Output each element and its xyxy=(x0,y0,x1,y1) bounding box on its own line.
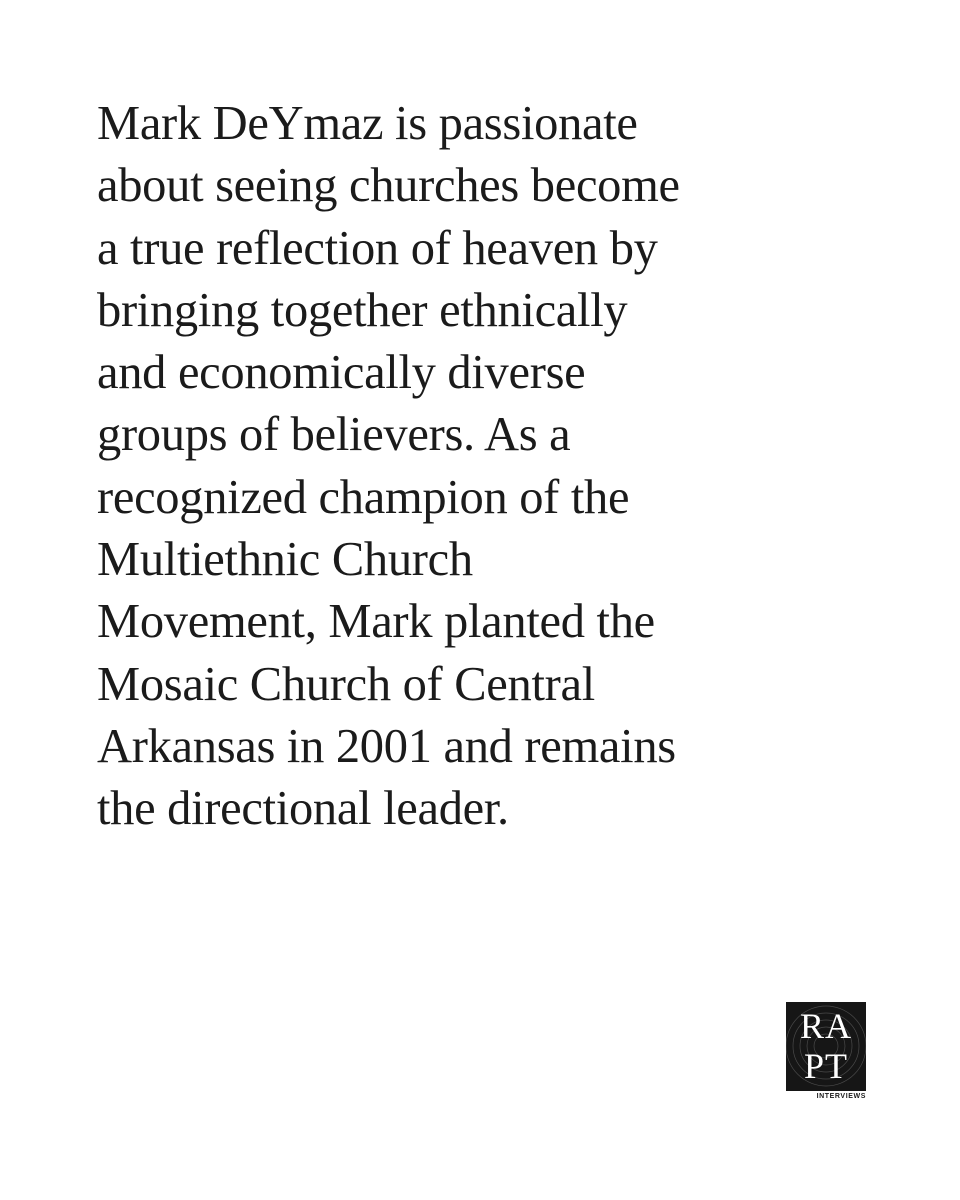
bio-line: Movement, Mark planted the xyxy=(97,595,655,649)
bio-line: recognized champion of the xyxy=(97,470,630,524)
logo-box xyxy=(786,1002,866,1091)
logo-subtitle: INTERVIEWS xyxy=(816,1093,866,1100)
logo-row-bottom: PT xyxy=(803,1046,848,1086)
bio-line: about seeing churches become xyxy=(97,159,680,213)
bio-line: bringing together ethnically xyxy=(97,283,628,337)
bio-line: Multiethnic Church xyxy=(97,533,473,587)
bio-text xyxy=(97,93,797,841)
bio-line: Mosaic Church of Central xyxy=(97,657,595,711)
bio-line: the directional leader. xyxy=(97,782,509,836)
logo-row-top: RA xyxy=(799,1006,852,1046)
bio-line: Arkansas in 2001 and remains xyxy=(97,719,676,773)
rapt-interviews-logo xyxy=(786,1002,866,1102)
bio-line: Mark DeYmaz is passionate xyxy=(97,97,638,150)
bio-line: and economically diverse xyxy=(97,346,586,400)
bio-line: a true reflection of heaven by xyxy=(97,221,658,275)
bio-line: groups of believers. As a xyxy=(97,408,571,462)
